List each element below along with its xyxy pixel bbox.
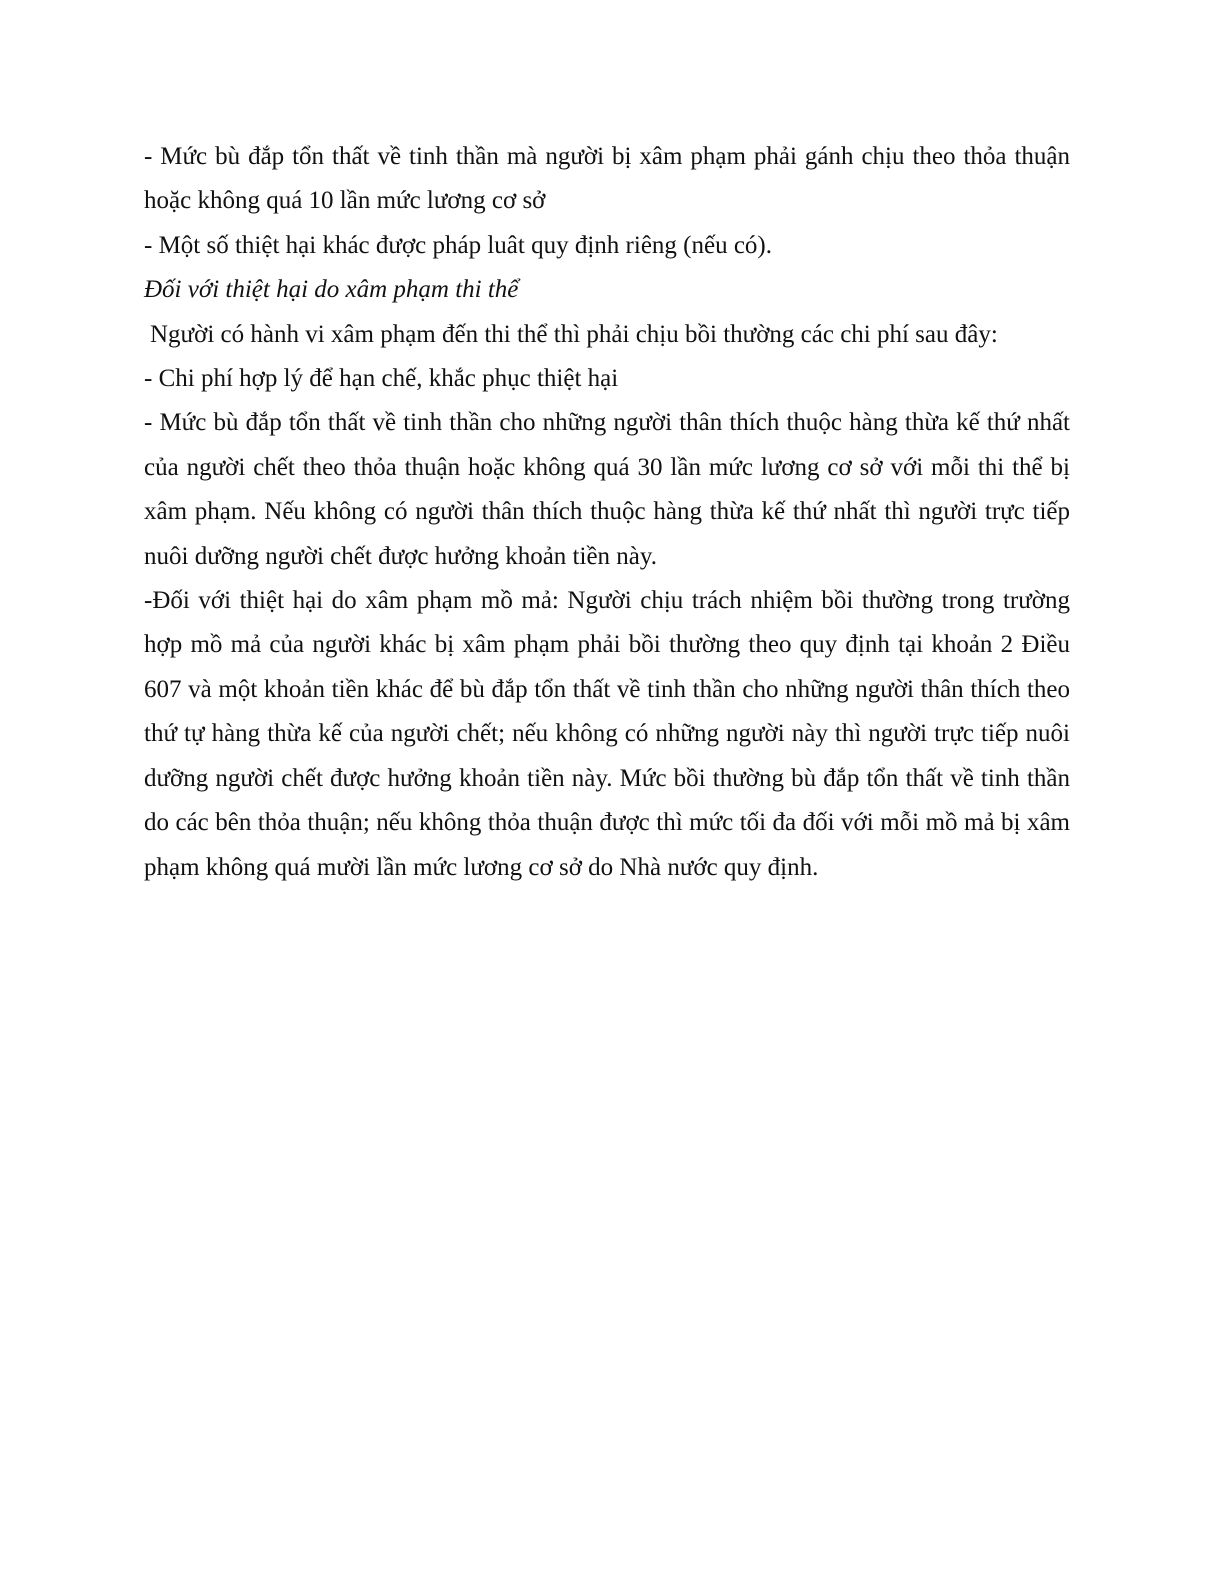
paragraph-spiritual-loss-compensation: - Mức bù đắp tổn thất về tinh thần mà người bị xâm phạm phải gánh chịu theo thỏa thuận hoặc không quá 10 lần mức lương cơ sở [144,143,1070,215]
paragraph-corpse-liability-intro: Người có hành vi xâm phạm đến thi thể thì phải chịu bồi thường các chi phí sau đây: [150,320,998,348]
section-heading-corpse-damage: Đối với thiệt hại do xâm phạm thi thể [144,276,519,304]
paragraph-reasonable-costs: - Chi phí hợp lý để hạn chế, khắc phục thiệt hại [144,365,619,393]
paragraph-relatives-compensation: - Mức bù đắp tổn thất về tinh thần cho những người thân thích thuộc hàng thừa kế thứ nhất của người chết theo thỏa thuận hoặc không quá 30 lần mức lương cơ sở với mỗi thi thể bị xâm phạm. Nếu không có người thân thích thuộc hàng thừa kế thứ nhất thì người trực tiếp nuôi dưỡng người chết được hưởng khoản tiền này. [144,409,1070,570]
paragraph-other-damages: - Một số thiệt hại khác được pháp luât quy định riêng (nếu có). [144,231,773,259]
document-page [144,135,1070,890]
paragraph-grave-damage: -Đối với thiệt hại do xâm phạm mồ mả: Người chịu trách nhiệm bồi thường trong trường hợp mồ mả của người khác bị xâm phạm phải bồi thường theo quy định tại khoản 2 Điều 607 và một khoản tiền khác để bù đắp tổn thất về tinh thần cho những người thân thích theo thứ tự hàng thừa kế của người chết; nếu không có những người này thì người trực tiếp nuôi dưỡng người chết được hưởng khoản tiền này. Mức bồi thường bù đắp tổn thất về tinh thần do các bên thỏa thuận; nếu không thỏa thuận được thì mức tối đa đối với mỗi mồ mả bị xâm phạm không quá mười lần mức lương cơ sở do Nhà nước quy định. [144,587,1070,881]
